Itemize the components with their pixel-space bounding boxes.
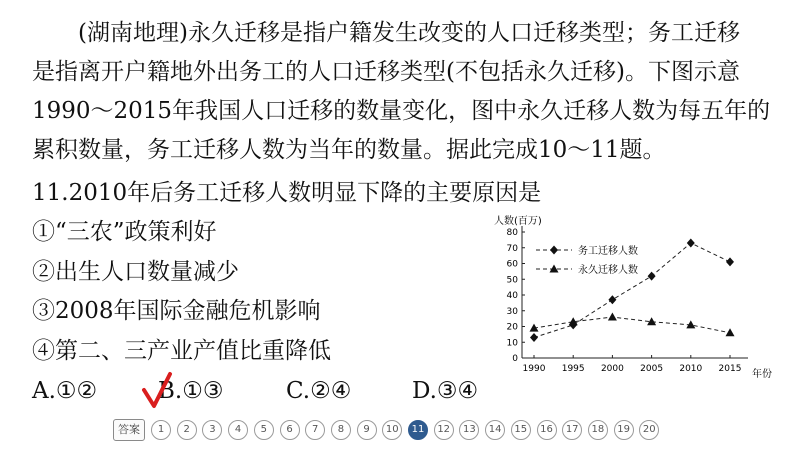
statement-3: ③2008年国际金融危机影响 — [32, 298, 321, 324]
data-point — [726, 257, 734, 266]
question-number-button[interactable]: 4 — [228, 420, 248, 440]
data-point — [726, 328, 735, 336]
choice-d[interactable]: D.③④ — [412, 378, 479, 404]
x-axis-label: 年份 — [752, 369, 772, 380]
question-number-button[interactable]: 20 — [639, 420, 659, 440]
x-tick-label: 2015 — [718, 364, 742, 374]
y-tick-label: 10 — [506, 338, 518, 349]
y-axis-label: 人数(百万) — [494, 216, 542, 227]
question-number-button[interactable]: 19 — [614, 420, 634, 440]
y-tick-label: 0 — [512, 354, 518, 364]
question-number-button[interactable]: 12 — [434, 420, 454, 440]
x-tick-label: 2000 — [600, 364, 624, 374]
question-number-button[interactable]: 13 — [459, 420, 479, 440]
y-tick-label: 50 — [506, 275, 518, 286]
question-number-button[interactable]: 8 — [331, 420, 351, 440]
question-number-button[interactable]: 3 — [202, 420, 222, 440]
migration-line-chart — [490, 212, 780, 397]
question-number-button[interactable]: 17 — [562, 420, 582, 440]
passage-line: 累积数量，务工迁移人数为当年的数量。据此完成10～11题。 — [32, 137, 666, 163]
question-number-button[interactable]: 11 — [408, 420, 428, 440]
question-number-button[interactable]: 14 — [485, 420, 505, 440]
x-tick-label: 1995 — [561, 364, 585, 374]
passage-line: 1990～2015年我国人口迁移的数量变化，图中永久迁移人数为每五年的 — [32, 98, 771, 124]
legend-label: 务工迁移人数 — [578, 246, 638, 257]
choice-a[interactable]: A.①② — [32, 378, 98, 404]
question-number-button[interactable]: 16 — [537, 420, 557, 440]
passage-line: 是指离开户籍地外出务工的人口迁移类型(不包括永久迁移)。下图示意 — [32, 59, 740, 85]
y-tick-label: 60 — [506, 259, 518, 270]
question-number-button[interactable]: 15 — [511, 420, 531, 440]
series-line-2 — [534, 317, 730, 333]
question-number-button[interactable]: 10 — [382, 420, 402, 440]
choice-b[interactable]: B.①③ — [158, 378, 224, 404]
question-number-button[interactable]: 5 — [254, 420, 274, 440]
x-tick-label: 1990 — [522, 364, 546, 374]
statement-1: ①“三农”政策利好 — [32, 219, 217, 245]
question-number-button[interactable]: 18 — [588, 420, 608, 440]
check-mark-icon — [140, 370, 174, 412]
answer-label[interactable]: 答案 — [113, 419, 145, 441]
data-point — [608, 313, 617, 321]
data-point — [608, 295, 616, 304]
legend-marker — [550, 246, 558, 255]
passage — [32, 14, 777, 170]
x-tick-label: 2005 — [640, 364, 664, 374]
y-tick-label: 80 — [506, 228, 518, 238]
question-number-button[interactable]: 6 — [280, 420, 300, 440]
data-point — [687, 239, 695, 248]
statement-4: ④第二、三产业产值比重降低 — [32, 338, 331, 364]
legend-label: 永久迁移人数 — [578, 265, 638, 276]
question-number-button[interactable]: 2 — [177, 420, 197, 440]
passage-line: (湖南地理)永久迁移是指户籍发生改变的人口迁移类型；务工迁移 — [78, 20, 740, 46]
y-tick-label: 70 — [506, 243, 518, 254]
question-number-button[interactable]: 9 — [357, 420, 377, 440]
question-number-button[interactable]: 7 — [305, 420, 325, 440]
choice-c[interactable]: C.②④ — [286, 378, 352, 404]
question-stem: 11.2010年后务工迁移人数明显下降的主要原因是 — [32, 180, 542, 206]
statement-2: ②出生人口数量减少 — [32, 259, 239, 285]
y-tick-label: 40 — [506, 291, 518, 301]
data-point — [648, 272, 656, 281]
chart-legend — [536, 244, 638, 276]
y-tick-label: 30 — [506, 306, 518, 317]
x-tick-label: 2010 — [679, 364, 703, 374]
y-tick-label: 20 — [506, 322, 518, 333]
data-point — [530, 333, 538, 342]
question-number-button[interactable]: 1 — [151, 420, 171, 440]
